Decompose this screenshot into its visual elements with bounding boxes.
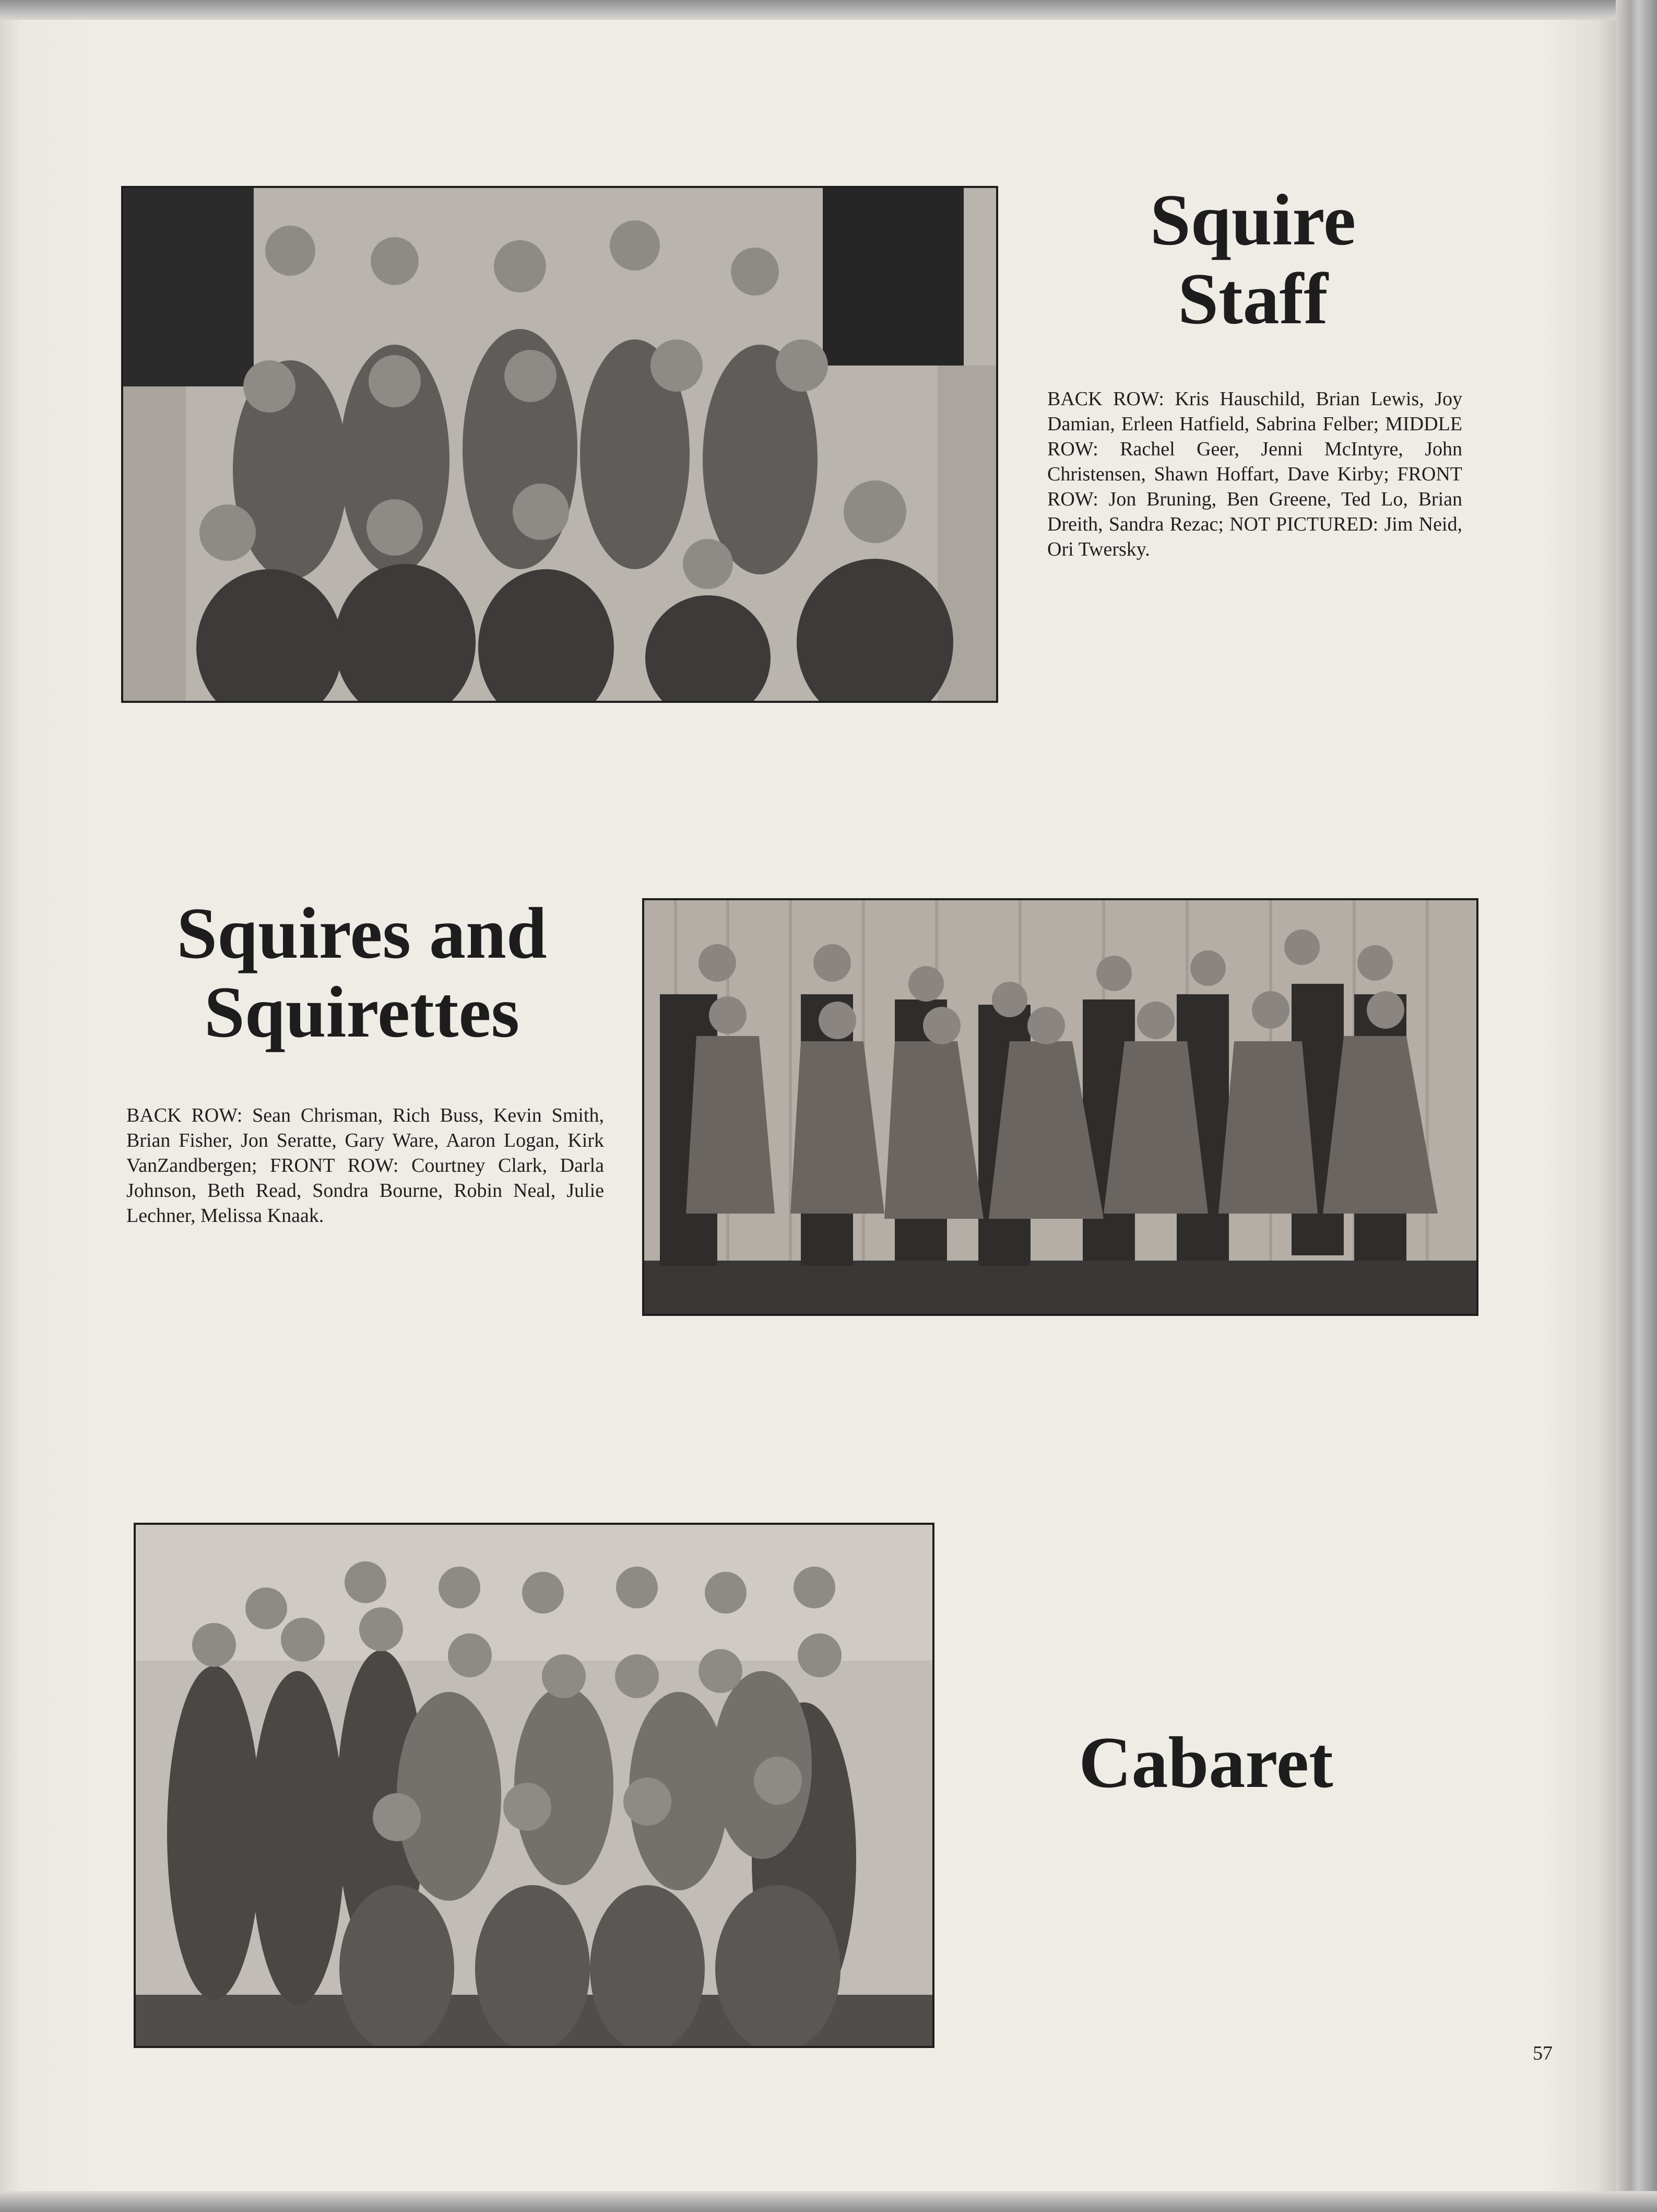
squire-staff-heading: Squire Staff (1150, 180, 1356, 340)
page-number: 57 (1533, 2042, 1553, 2064)
squire-staff-caption: BACK ROW: Kris Hauschild, Brian Lewis, Joy Damian, Erleen Hatfield, Sabrina Felber; MIDDLE ROW: Rachel Geer, Jenni McIntyre, John Christensen, Shawn Hoffart, Dave Kirby; FRONT ROW: Jon Bruning, Ben Greene, Ted Lo, Brian Dreith, Sandra Rezac; NOT PICTURED: Jim Neid, Ori Twersky. (1047, 388, 1462, 560)
squire-staff-photo (121, 186, 998, 703)
page-top-edge (0, 0, 1657, 20)
squires-and-squirettes-heading: Squires and Squirettes (176, 893, 547, 1053)
page-bottom-edge (0, 2191, 1657, 2212)
cabaret-heading: Cabaret (1079, 1722, 1333, 1803)
cabaret-photo (134, 1523, 934, 2048)
squires-and-squirettes-photo (642, 898, 1478, 1316)
squires-and-squirettes-caption: BACK ROW: Sean Chrisman, Rich Buss, Kevin Smith, Brian Fisher, Jon Seratte, Gary Ware, Aaron Logan, Kirk VanZandbergen; FRONT ROW: Courtney Clark, Darla Johnson, Beth Read, Sondra Bourne, Robin Neal, Julie Lechner, Melissa Knaak. (126, 1104, 604, 1227)
page-binding-edge (1616, 0, 1657, 2212)
